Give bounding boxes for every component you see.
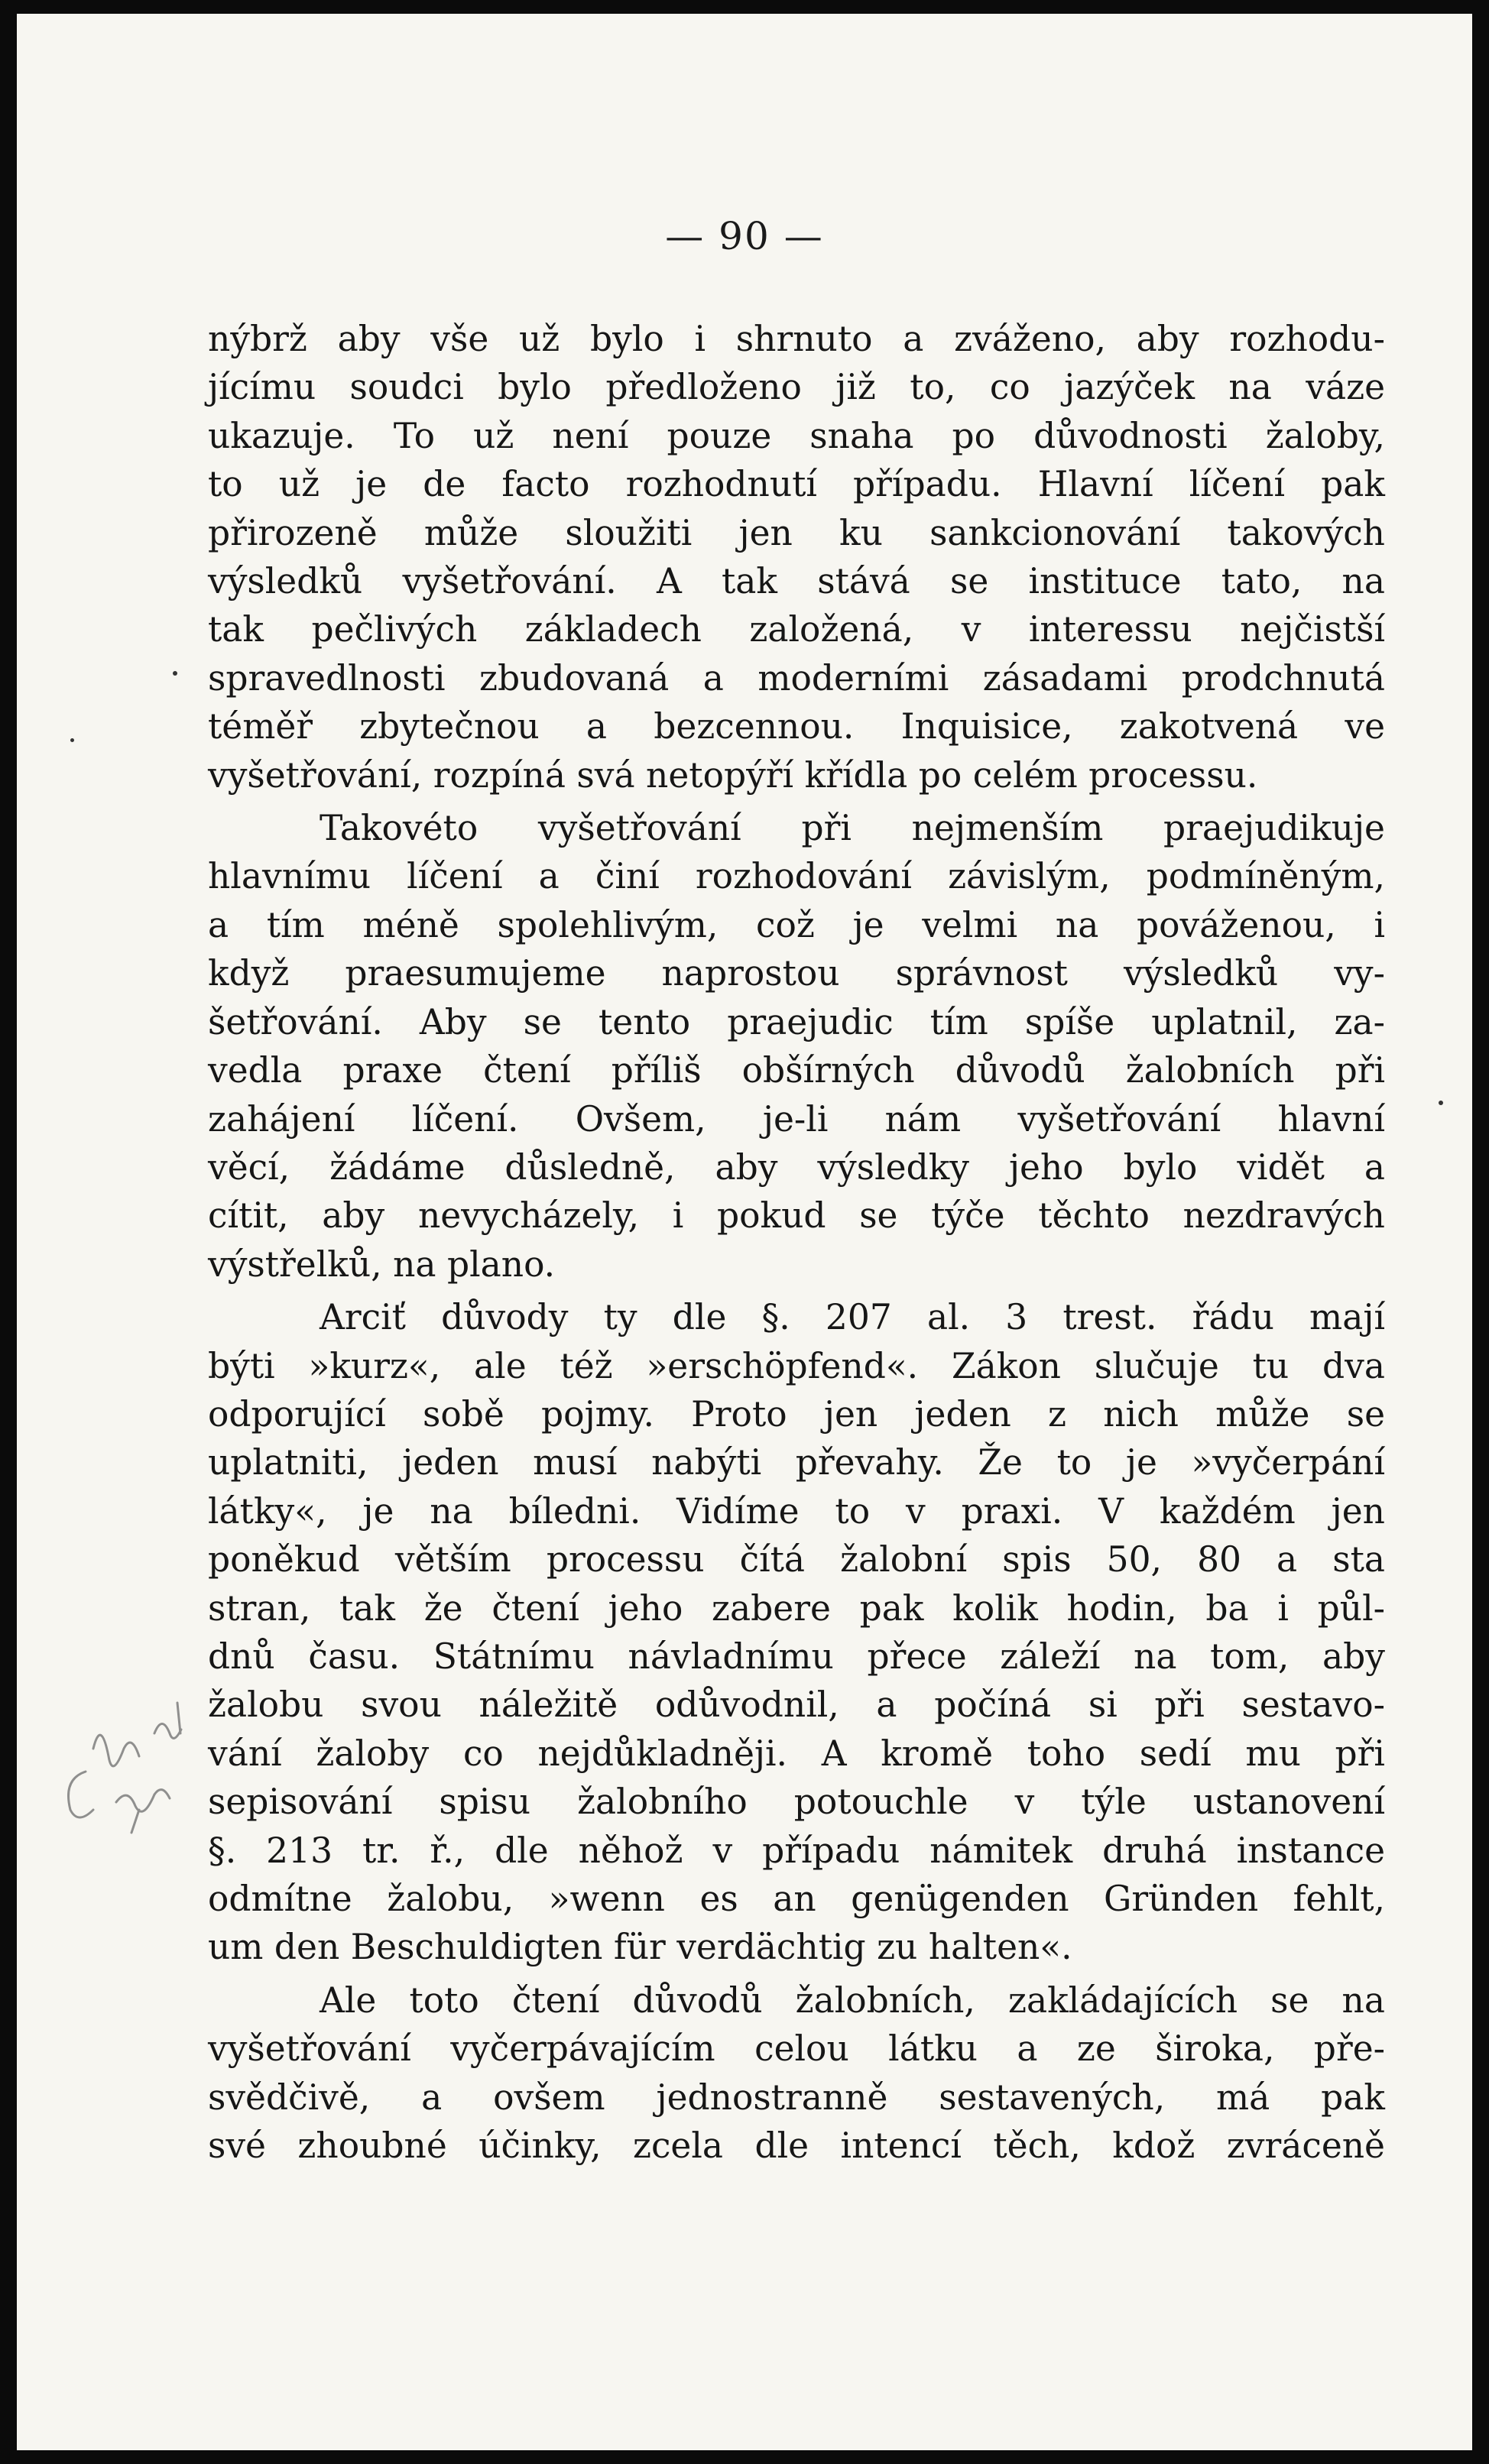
text-line: dnů času. Státnímu návladnímu přece záleží na tom, aby: [208, 1636, 1385, 1677]
text-line: zahájení líčení. Ovšem, je-li nám vyšetřování hlavní: [208, 1098, 1385, 1140]
text-line: Takovéto vyšetřování při nejmenším praejudikuje: [320, 808, 1385, 849]
text-line: téměř zbytečnou a bezcennou. Inquisice, zakotvená ve: [208, 706, 1385, 747]
text-line: své zhoubné účinky, zcela dle intencí těch, kdož zvráceně: [208, 2125, 1385, 2167]
text-line: svědčivě, a ovšem jednostranně sestavených, má pak: [208, 2077, 1385, 2118]
text-line: §. 213 tr. ř., dle něhož v případu námitek druhá instance: [208, 1830, 1385, 1871]
text-line: nýbrž aby vše už bylo i shrnuto a zváženo, aby rozhodu-: [208, 319, 1385, 359]
text-line: cítit, aby nevycházely, i pokud se týče těchto nezdravých: [208, 1195, 1385, 1237]
text-line: látky«, je na bíledni. Vidíme to v praxi. V každém jen: [208, 1490, 1385, 1532]
text-line: sepisování spisu žalobního potouchle v týle ustanovení: [208, 1782, 1385, 1823]
paragraph-1: [208, 315, 1385, 799]
text-line: přirozeně může sloužiti jen ku sankcionování takových: [208, 512, 1385, 553]
text-line: vání žaloby co nejdůkladněji. A kromě toho sedí mu při: [208, 1733, 1385, 1774]
text-line: stran, tak že čtení jeho zabere pak kolik hodin, ba i půl-: [208, 1587, 1385, 1629]
scanned-page: [17, 14, 1472, 2450]
text-line: šetřování. Aby se tento praejudic tím spíše uplatnil, za-: [208, 1001, 1385, 1042]
text-line: když praesumujeme naprostou správnost výsledků vy-: [208, 953, 1385, 994]
text-line: a tím méně spolehlivým, což je velmi na pováženou, i: [208, 904, 1385, 945]
text-line: vedla praxe čtení příliš obšírných důvodů žalobních při: [208, 1050, 1385, 1091]
text-line: Ale toto čtení důvodů žalobních, zakládajících se na: [320, 1979, 1385, 2021]
text-line: ukazuje. To už není pouze snaha po důvodnosti žaloby,: [208, 415, 1385, 456]
scan-speck: [70, 738, 74, 742]
text-line: vyšetřování vyčerpávajícím celou látku a ze široka, pře-: [208, 2028, 1385, 2070]
text-line: Arciť důvody ty dle §. 207 al. 3 trest. řádu mají: [320, 1297, 1385, 1338]
text-line: uplatniti, jeden musí nabýti převahy. Že to je »vyčerpání: [208, 1442, 1385, 1483]
text-line: vyšetřování, rozpíná svá netopýří křídla po celém processu.: [208, 754, 1258, 796]
text-line: spravedlnosti zbudovaná a moderními zásadami prodchnutá: [208, 657, 1385, 699]
text-line: výsledků vyšetřování. A tak stává se instituce tato, na: [208, 561, 1385, 602]
paragraph-4: [208, 1976, 1385, 2171]
pencil-marginalia: [40, 1688, 216, 1886]
text-line: hlavnímu líčení a činí rozhodování závislým, podmíněným,: [208, 856, 1385, 897]
paragraph-2: [208, 804, 1385, 1289]
text-line: výstřelků, na plano.: [208, 1243, 556, 1285]
body-text: [208, 315, 1385, 2170]
text-line: odmítne žalobu, »wenn es an genügenden Gründen fehlt,: [208, 1879, 1385, 1919]
text-line: to už je de facto rozhodnutí případu. Hlavní líčení pak: [208, 464, 1385, 505]
text-line: býti »kurz«, ale též »erschöpfend«. Zákon slučuje tu dva: [208, 1345, 1385, 1386]
text-line: věcí, žádáme důsledně, aby výsledky jeho bylo vidět a: [208, 1146, 1385, 1188]
text-line: um den Beschuldigten für verdächtig zu halten«.: [208, 1927, 1072, 1968]
paragraph-3: [208, 1293, 1385, 1972]
text-line: žalobu svou náležitě odůvodnil, a počíná si při sestavo-: [208, 1684, 1385, 1726]
page-number: — 90 —: [665, 214, 824, 258]
text-line: jícímu soudci bylo předloženo již to, co jazýček na váze: [208, 367, 1385, 408]
scan-speck: [1439, 1101, 1443, 1105]
text-line: odporující sobě pojmy. Proto jen jeden z nich může se: [208, 1393, 1385, 1435]
text-line: tak pečlivých základech založená, v interessu nejčistší: [208, 609, 1385, 650]
text-line: poněkud větším processu čítá žalobní spis 50, 80 a sta: [208, 1539, 1385, 1581]
scan-speck: [173, 671, 177, 676]
